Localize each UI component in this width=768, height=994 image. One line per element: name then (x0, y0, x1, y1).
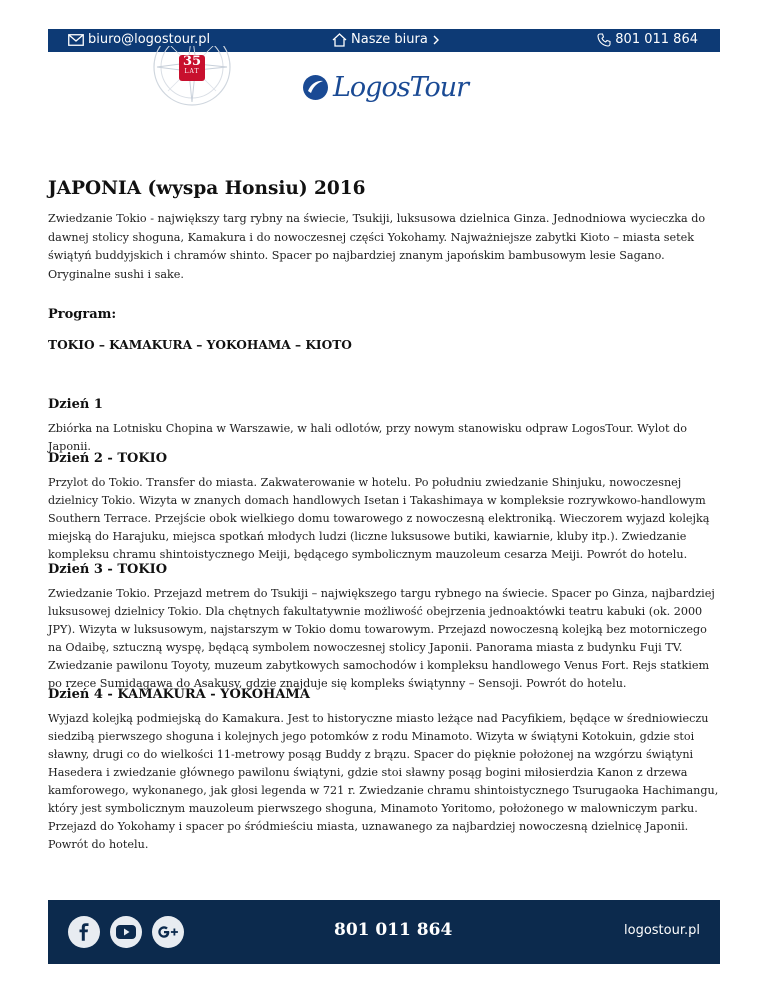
program-heading: Program: (48, 307, 117, 322)
email-link[interactable] (68, 32, 210, 47)
route-heading: TOKIO – KAMAKURA – YOKOHAMA – KIOTO (48, 338, 352, 352)
day-title: Dzień 4 - KAMAKURA - YOKOHAMA (48, 687, 310, 702)
intro-paragraph: Zwiedzanie Tokio - największy targ rybny na świecie, Tsukiji, luksusowa dzielnica Ginza. Jednodniowa wycieczka do dawnej stolicy shoguna, Kamakura i do nowoczesnej części Yokohamy. Najważniejsze zabytki Kioto – miasta setek świątyń buddyjskich i chramów shinto. Spacer po najbardziej znanym japońskim bambusowym lesie Sagano. Oryginalne sushi i sake. (48, 212, 706, 281)
day-section (48, 450, 720, 564)
home-icon (332, 33, 347, 47)
day-description: Zbiórka na Lotnisku Chopina w Warszawie, w hali odlotów, przy nowym stanowisku odpraw LogosTour. Wylot do Japonii. (48, 422, 687, 453)
google-plus-icon (157, 925, 179, 939)
day-title: Dzień 1 (48, 397, 103, 412)
google-plus-button[interactable] (152, 916, 184, 948)
day-title: Dzień 2 - TOKIO (48, 451, 168, 466)
day-section (48, 561, 720, 693)
day-section (48, 396, 720, 456)
day-description: Zwiedzanie Tokio. Przejazd metrem do Tsukiji – największego targu rybnego na świecie. Spacer po Ginza, najbardziej luksusowej dzielnicy Tokio. Dla chętnych fakultatywnie możliwość obejrzenia jednoaktówki teatru kabuki (ok. 2000 JPY). Wizyta w luksusowym, najstarszym w Tokio domu towarowym. Przejazd nowoczesną kolejką bez motorniczego na Odaibę, sztuczną wyspę, będącą symbolem nowoczesnej stolicy Japonii. Panorama miasta z budynku Fuji TV. Zwiedzanie pawilonu Toyoty, muzeum zabytkowych samochodów i kompleksu handlowego Venus Fort. Rejs statkiem po rzece Sumidagawa do Asakusy, gdzie znajduje się kompleks świątynny – Sensoji. Powrót do hotelu. (48, 587, 715, 690)
phone-icon (597, 33, 611, 47)
seal-label: LAT (184, 68, 200, 75)
youtube-button[interactable] (110, 916, 142, 948)
offices-text: Nasze biura (351, 32, 428, 47)
footer-phone[interactable]: 801 011 864 (334, 920, 453, 940)
footer-website-link[interactable]: logostour.pl (624, 923, 700, 938)
phone-text: 801 011 864 (615, 32, 698, 47)
top-contact-bar (48, 29, 720, 52)
logo-text: LogosTour (333, 72, 469, 103)
day-section (48, 686, 720, 854)
page-title: JAPONIA (wyspa Honsiu) 2016 (48, 178, 366, 199)
offices-link[interactable] (332, 32, 440, 47)
logostour-logo[interactable] (302, 74, 468, 101)
day-title: Dzień 3 - TOKIO (48, 562, 168, 577)
envelope-icon (68, 34, 84, 46)
email-text: biuro@logostour.pl (88, 32, 211, 47)
chevron-right-icon (432, 35, 440, 45)
anniversary-seal (152, 46, 232, 112)
day-description: Przylot do Tokio. Transfer do miasta. Zakwaterowanie w hotelu. Po południu zwiedzanie Shinjuku, nowoczesnej dzielnicy Tokio. Wizyta w znanych domach handlowych Isetan i Takashimaya w kompleksie rozrywkowo-handlowym Southern Terrace. Przejście obok wielkiego domu towarowego z nowoczesną elektroniką. Wieczorem wyjazd kolejką miejską do Harajuku, miejsca spotkań młodych ludzi (liczne luksusowe butiki, kawiarnie, kluby itp.). Zwiedzanie kompleksu chramu shintoistycznego Meiji, będącego symbolicznym mauzoleum cesarza Meiji. Powrót do hotelu. (48, 476, 710, 561)
facebook-button[interactable] (68, 916, 100, 948)
article-header (48, 176, 720, 284)
logo-mark-icon (302, 74, 329, 101)
facebook-icon (78, 923, 90, 941)
seal-number: 35 (182, 54, 202, 69)
footer-bar (48, 900, 720, 964)
youtube-icon (116, 925, 136, 939)
phone-link[interactable] (597, 32, 698, 47)
day-description: Wyjazd kolejką podmiejską do Kamakura. Jest to historyczne miasto leżące nad Pacyfikiem, będące w średniowieczu siedzibą pierwszego shoguna i kolejnych jego potomków z rodu Minamoto. Wizyta w świątyni Kotokuin, gdzie stoi sławny, drugi co do wielkości 11-metrowy posąg Buddy z brązu. Spacer do pięknie położonej na wzgórzu świątyni Hasedera i zwiedzanie głównego pawilonu świątyni, gdzie stoi sławny posąg bogini miłosierdzia Kanon z drzewa kamforowego, wykonanego, jak głosi legenda w 721 r. Zwiedzanie chramu shintoistycznego Tsurugaoka Hachimangu, który jest symbolicznym mauzoleum pierwszego shoguna, Minamoto Yoritomo, położonego w malowniczym parku. Przejazd do Yokohamy i spacer po śródmieściu miasta, uznawanego za najbardziej nowoczesną dzielnicę Japonii. Powrót do hotelu. (48, 712, 719, 851)
